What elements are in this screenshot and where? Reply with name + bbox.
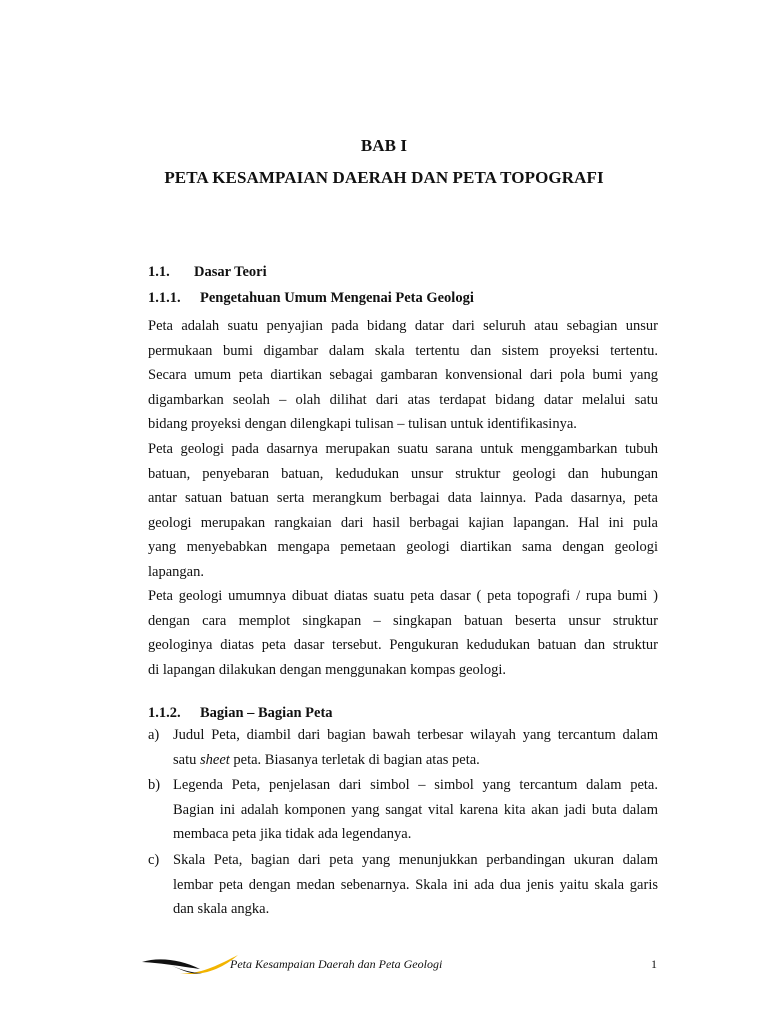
list-line: Skala Peta, bagian dari peta yang menunjukkan perbandingan ukuran dalam: [173, 852, 658, 868]
paragraph-line: antar satuan batuan serta merangkum berbagai data lainnya. Pada dasarnya, peta: [148, 490, 658, 506]
list-label: b): [148, 777, 161, 793]
list-line: dan skala angka.: [173, 901, 270, 917]
section-label: Dasar Teori: [194, 264, 267, 280]
paragraph-3: [148, 584, 658, 682]
subsection-label: Bagian – Bagian Peta: [200, 705, 333, 721]
paragraph-line: Secara umum peta diartikan sebagai gambaran konvensional dari pola bumi yang: [148, 367, 658, 383]
list-label: c): [148, 852, 160, 868]
page-footer: [0, 950, 768, 980]
list-line: Judul Peta, diambil dari bagian bawah terbesar wilayah yang tercantum dalam: [173, 727, 658, 743]
subsection-number: 1.1.2.: [148, 705, 181, 721]
section-number: 1.1.: [148, 264, 170, 280]
paragraph-line: Peta geologi pada dasarnya merupakan suatu sarana untuk menggambarkan tubuh: [148, 441, 658, 457]
emphasis-text: sheet: [199, 751, 230, 768]
subsection-number: 1.1.1.: [148, 290, 181, 306]
paragraph-line: geologi merupakan rangkaian dari hasil berbagai kajian lapangan. Hal ini pula: [148, 514, 658, 531]
paragraph-line: di lapangan dilakukan dengan menggunakan kompas geologi.: [148, 661, 506, 678]
subsection-label: Pengetahuan Umum Mengenai Peta Geologi: [200, 290, 474, 306]
paragraph-line: bidang proyeksi dengan dilengkapi tulisan – tulisan untuk identifikasinya.: [148, 416, 577, 432]
paragraph-line: Peta geologi umumnya dibuat diatas suatu peta dasar ( peta topografi / rupa bumi ): [148, 588, 658, 604]
list-line-last: [173, 748, 658, 773]
list-line: lembar peta dengan medan sebenarnya. Skala ini ada dua jenis yaitu skala garis: [173, 876, 658, 893]
chapter-title: PETA KESAMPAIAN DAERAH DAN PETA TOPOGRAFI: [164, 168, 604, 187]
swoosh-logo-icon: [140, 953, 240, 979]
paragraph-line: Peta adalah suatu penyajian pada bidang datar dari seluruh atau sebagian unsur: [148, 318, 658, 334]
chapter-number: BAB I: [360, 136, 408, 155]
list-text: peta. Biasanya terletak di bagian atas peta.: [229, 751, 480, 768]
paragraph-line: yang menyebabkan mengapa pemetaan geologi diartikan sama dengan geologi: [148, 539, 658, 555]
paragraph-line: digambarkan seolah – olah dilihat dari atas terdapat bidang datar melalui satu: [148, 391, 658, 408]
paragraph-1: [148, 314, 658, 437]
paragraph-line: lapangan.: [148, 563, 204, 580]
paragraph-line: geologinya diatas peta dasar tersebut. Pengukuran kedudukan batuan dan struktur: [148, 637, 658, 653]
footer-title: Peta Kesampaian Daerah dan Peta Geologi: [230, 957, 443, 971]
section-heading: [148, 264, 267, 281]
page-number: 1: [651, 957, 657, 971]
paragraph-line: permukaan bumi digambar dalam skala tertentu dan sistem proyeksi tertentu.: [148, 342, 658, 359]
list-label: a): [148, 727, 160, 743]
list-line: Bagian ini adalah komponen yang sangat vital karena kita akan jadi buta dalam: [173, 801, 658, 818]
paragraph-2: [148, 437, 658, 584]
paragraph-line: dengan cara memplot singkapan – singkapan batuan beserta unsur struktur: [148, 612, 658, 629]
subsection-heading-1: [148, 290, 474, 307]
subsection-heading-2: [148, 705, 333, 722]
list-text: satu: [173, 751, 200, 768]
list-line: Legenda Peta, penjelasan dari simbol – simbol yang tercantum dalam peta.: [173, 777, 658, 793]
list-line: membaca peta jika tidak ada legendanya.: [173, 826, 412, 842]
paragraph-line: batuan, penyebaran batuan, kedudukan unsur struktur geologi dan hubungan: [148, 465, 658, 482]
